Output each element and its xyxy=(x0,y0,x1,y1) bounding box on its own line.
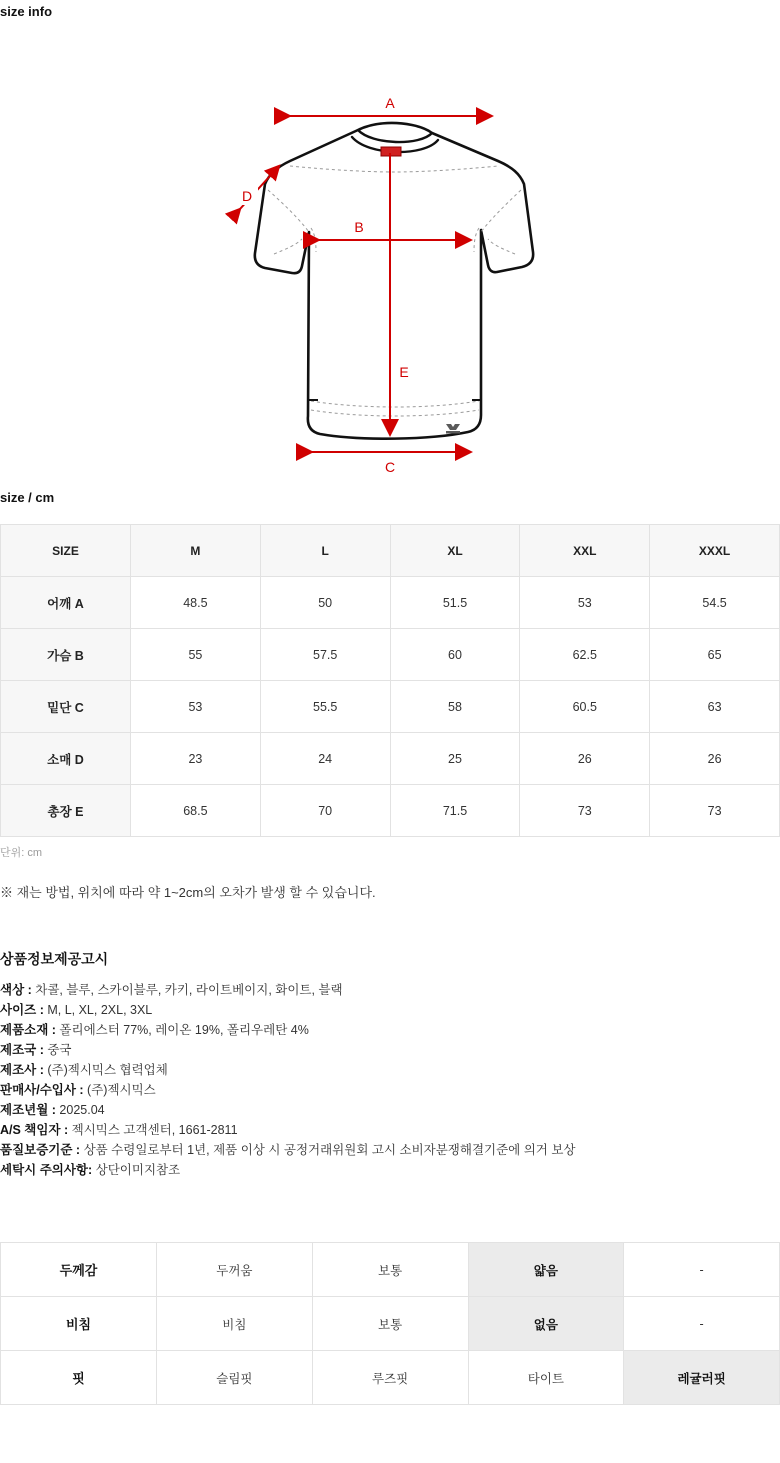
option-cell: 보통 xyxy=(312,1297,468,1351)
cell-value: 23 xyxy=(131,733,261,785)
spec-separator: : xyxy=(72,1143,84,1157)
spec-value: 상품 수령일로부터 1년, 제품 이상 시 공정거래위원회 고시 소비자분쟁해결기준에 의거 보상 xyxy=(83,1143,576,1157)
table-row xyxy=(1,1243,780,1297)
list-item xyxy=(0,1040,780,1060)
cell-value: 58 xyxy=(390,681,520,733)
spec-key: 제조사 xyxy=(0,1063,37,1077)
cell-value: 68.5 xyxy=(131,785,261,837)
column-header-m: M xyxy=(131,525,261,577)
spec-separator: : xyxy=(24,983,36,997)
spec-key: 품질보증기준 xyxy=(0,1143,73,1157)
spec-key: 제조국 xyxy=(0,1043,37,1057)
table-row xyxy=(1,785,780,837)
list-item xyxy=(0,980,780,1000)
list-item xyxy=(0,1140,780,1160)
spec-separator: : xyxy=(88,1163,96,1177)
unit-note: 단위: cm xyxy=(0,847,43,859)
table-header-row xyxy=(1,525,780,577)
list-item xyxy=(0,1020,780,1040)
size-table-title: size / cm xyxy=(0,490,55,505)
cell-value: 71.5 xyxy=(390,785,520,837)
cell-value: 73 xyxy=(520,785,650,837)
cell-value: 70 xyxy=(260,785,390,837)
list-item xyxy=(0,1120,780,1140)
cell-value: 50 xyxy=(260,577,390,629)
spec-value: (주)젝시믹스 xyxy=(87,1083,156,1097)
spec-key: 사이즈 xyxy=(0,1003,37,1017)
spec-value: 2025.04 xyxy=(59,1103,105,1117)
list-item xyxy=(0,1080,780,1100)
option-cell: 비침 xyxy=(157,1297,313,1351)
option-cell: 보통 xyxy=(312,1243,468,1297)
option-cell: 슬림핏 xyxy=(157,1351,313,1405)
cell-value: 60 xyxy=(390,629,520,681)
spec-key: 색상 xyxy=(0,983,25,997)
cell-value: 25 xyxy=(390,733,520,785)
option-cell: - xyxy=(624,1297,780,1351)
cell-value: 63 xyxy=(650,681,780,733)
row-label: 가슴 B xyxy=(1,629,131,681)
spec-value: 중국 xyxy=(47,1043,72,1057)
cell-value: 62.5 xyxy=(520,629,650,681)
spec-key: 판매사/수입사 xyxy=(0,1083,76,1097)
row-label: 소매 D xyxy=(1,733,131,785)
measurement-diagram xyxy=(0,20,780,490)
list-item xyxy=(0,1060,780,1080)
list-item xyxy=(0,1100,780,1120)
spec-separator: : xyxy=(75,1083,88,1097)
column-header-xl: XL xyxy=(390,525,520,577)
row-label: 어깨 A xyxy=(1,577,131,629)
spec-value: 차콜, 블루, 스카이블루, 카키, 라이트베이지, 화이트, 블랙 xyxy=(35,983,343,997)
cell-value: 53 xyxy=(520,577,650,629)
spec-separator: : xyxy=(36,1043,48,1057)
spec-separator: : xyxy=(36,1003,48,1017)
option-cell: - xyxy=(624,1243,780,1297)
option-cell-selected: 레귤러핏 xyxy=(624,1351,780,1405)
option-cell: 루즈핏 xyxy=(312,1351,468,1405)
column-header-xxl: XXL xyxy=(520,525,650,577)
table-row xyxy=(1,1351,780,1405)
cell-value: 57.5 xyxy=(260,629,390,681)
cell-value: 26 xyxy=(520,733,650,785)
svg-text:A: A xyxy=(385,95,395,111)
option-cell-selected: 얇음 xyxy=(468,1243,624,1297)
spec-separator: : xyxy=(48,1023,60,1037)
cell-value: 73 xyxy=(650,785,780,837)
table-row xyxy=(1,681,780,733)
cell-value: 53 xyxy=(131,681,261,733)
row-label: 총장 E xyxy=(1,785,131,837)
cell-value: 60.5 xyxy=(520,681,650,733)
cell-value: 24 xyxy=(260,733,390,785)
row-label: 비침 xyxy=(1,1297,157,1351)
column-header-size: SIZE xyxy=(1,525,131,577)
fabric-attributes-table xyxy=(0,1242,780,1405)
cell-value: 55 xyxy=(131,629,261,681)
spec-key: 제조년월 xyxy=(0,1103,49,1117)
svg-text:D: D xyxy=(241,188,253,204)
spec-separator: : xyxy=(36,1063,48,1077)
column-header-l: L xyxy=(260,525,390,577)
cell-value: 26 xyxy=(650,733,780,785)
list-item xyxy=(0,1160,780,1180)
tolerance-note: ※ 재는 방법, 위치에 따라 약 1~2cm의 오차가 발생 할 수 있습니다. xyxy=(0,885,376,900)
page-title: size info xyxy=(0,4,53,19)
table-row xyxy=(1,577,780,629)
option-cell: 두꺼움 xyxy=(157,1243,313,1297)
spec-value: 젝시믹스 고객센터, 1661-2811 xyxy=(71,1123,238,1137)
spec-key: A/S 책임자 xyxy=(0,1123,61,1137)
cell-value: 51.5 xyxy=(390,577,520,629)
product-notice-title: 상품정보제공고시 xyxy=(0,951,109,967)
option-cell-selected: 없음 xyxy=(468,1297,624,1351)
cell-value: 65 xyxy=(650,629,780,681)
spec-value: M, L, XL, 2XL, 3XL xyxy=(47,1003,153,1017)
svg-text:C: C xyxy=(384,459,396,475)
table-row xyxy=(1,733,780,785)
spec-value: 폴리에스터 77%, 레이온 19%, 폴리우레탄 4% xyxy=(59,1023,309,1037)
svg-text:B: B xyxy=(354,219,364,235)
row-label: 핏 xyxy=(1,1351,157,1405)
column-header-xxxl: XXXL xyxy=(650,525,780,577)
size-chart-table xyxy=(0,524,780,837)
svg-text:E: E xyxy=(399,364,409,380)
spec-key: 세탁시 주의사항 xyxy=(0,1163,88,1177)
spec-key: 제품소재 xyxy=(0,1023,49,1037)
cell-value: 54.5 xyxy=(650,577,780,629)
cell-value: 48.5 xyxy=(131,577,261,629)
table-row xyxy=(1,629,780,681)
table-row xyxy=(1,1297,780,1351)
spec-value: 상단이미지참조 xyxy=(95,1163,181,1177)
row-label: 두께감 xyxy=(1,1243,157,1297)
row-label: 밑단 C xyxy=(1,681,131,733)
spec-separator: : xyxy=(48,1103,60,1117)
option-cell: 타이트 xyxy=(468,1351,624,1405)
spec-value: (주)젝시믹스 협력업체 xyxy=(47,1063,168,1077)
cell-value: 55.5 xyxy=(260,681,390,733)
product-spec-list xyxy=(0,980,780,1180)
spec-separator: : xyxy=(60,1123,72,1137)
list-item xyxy=(0,1000,780,1020)
